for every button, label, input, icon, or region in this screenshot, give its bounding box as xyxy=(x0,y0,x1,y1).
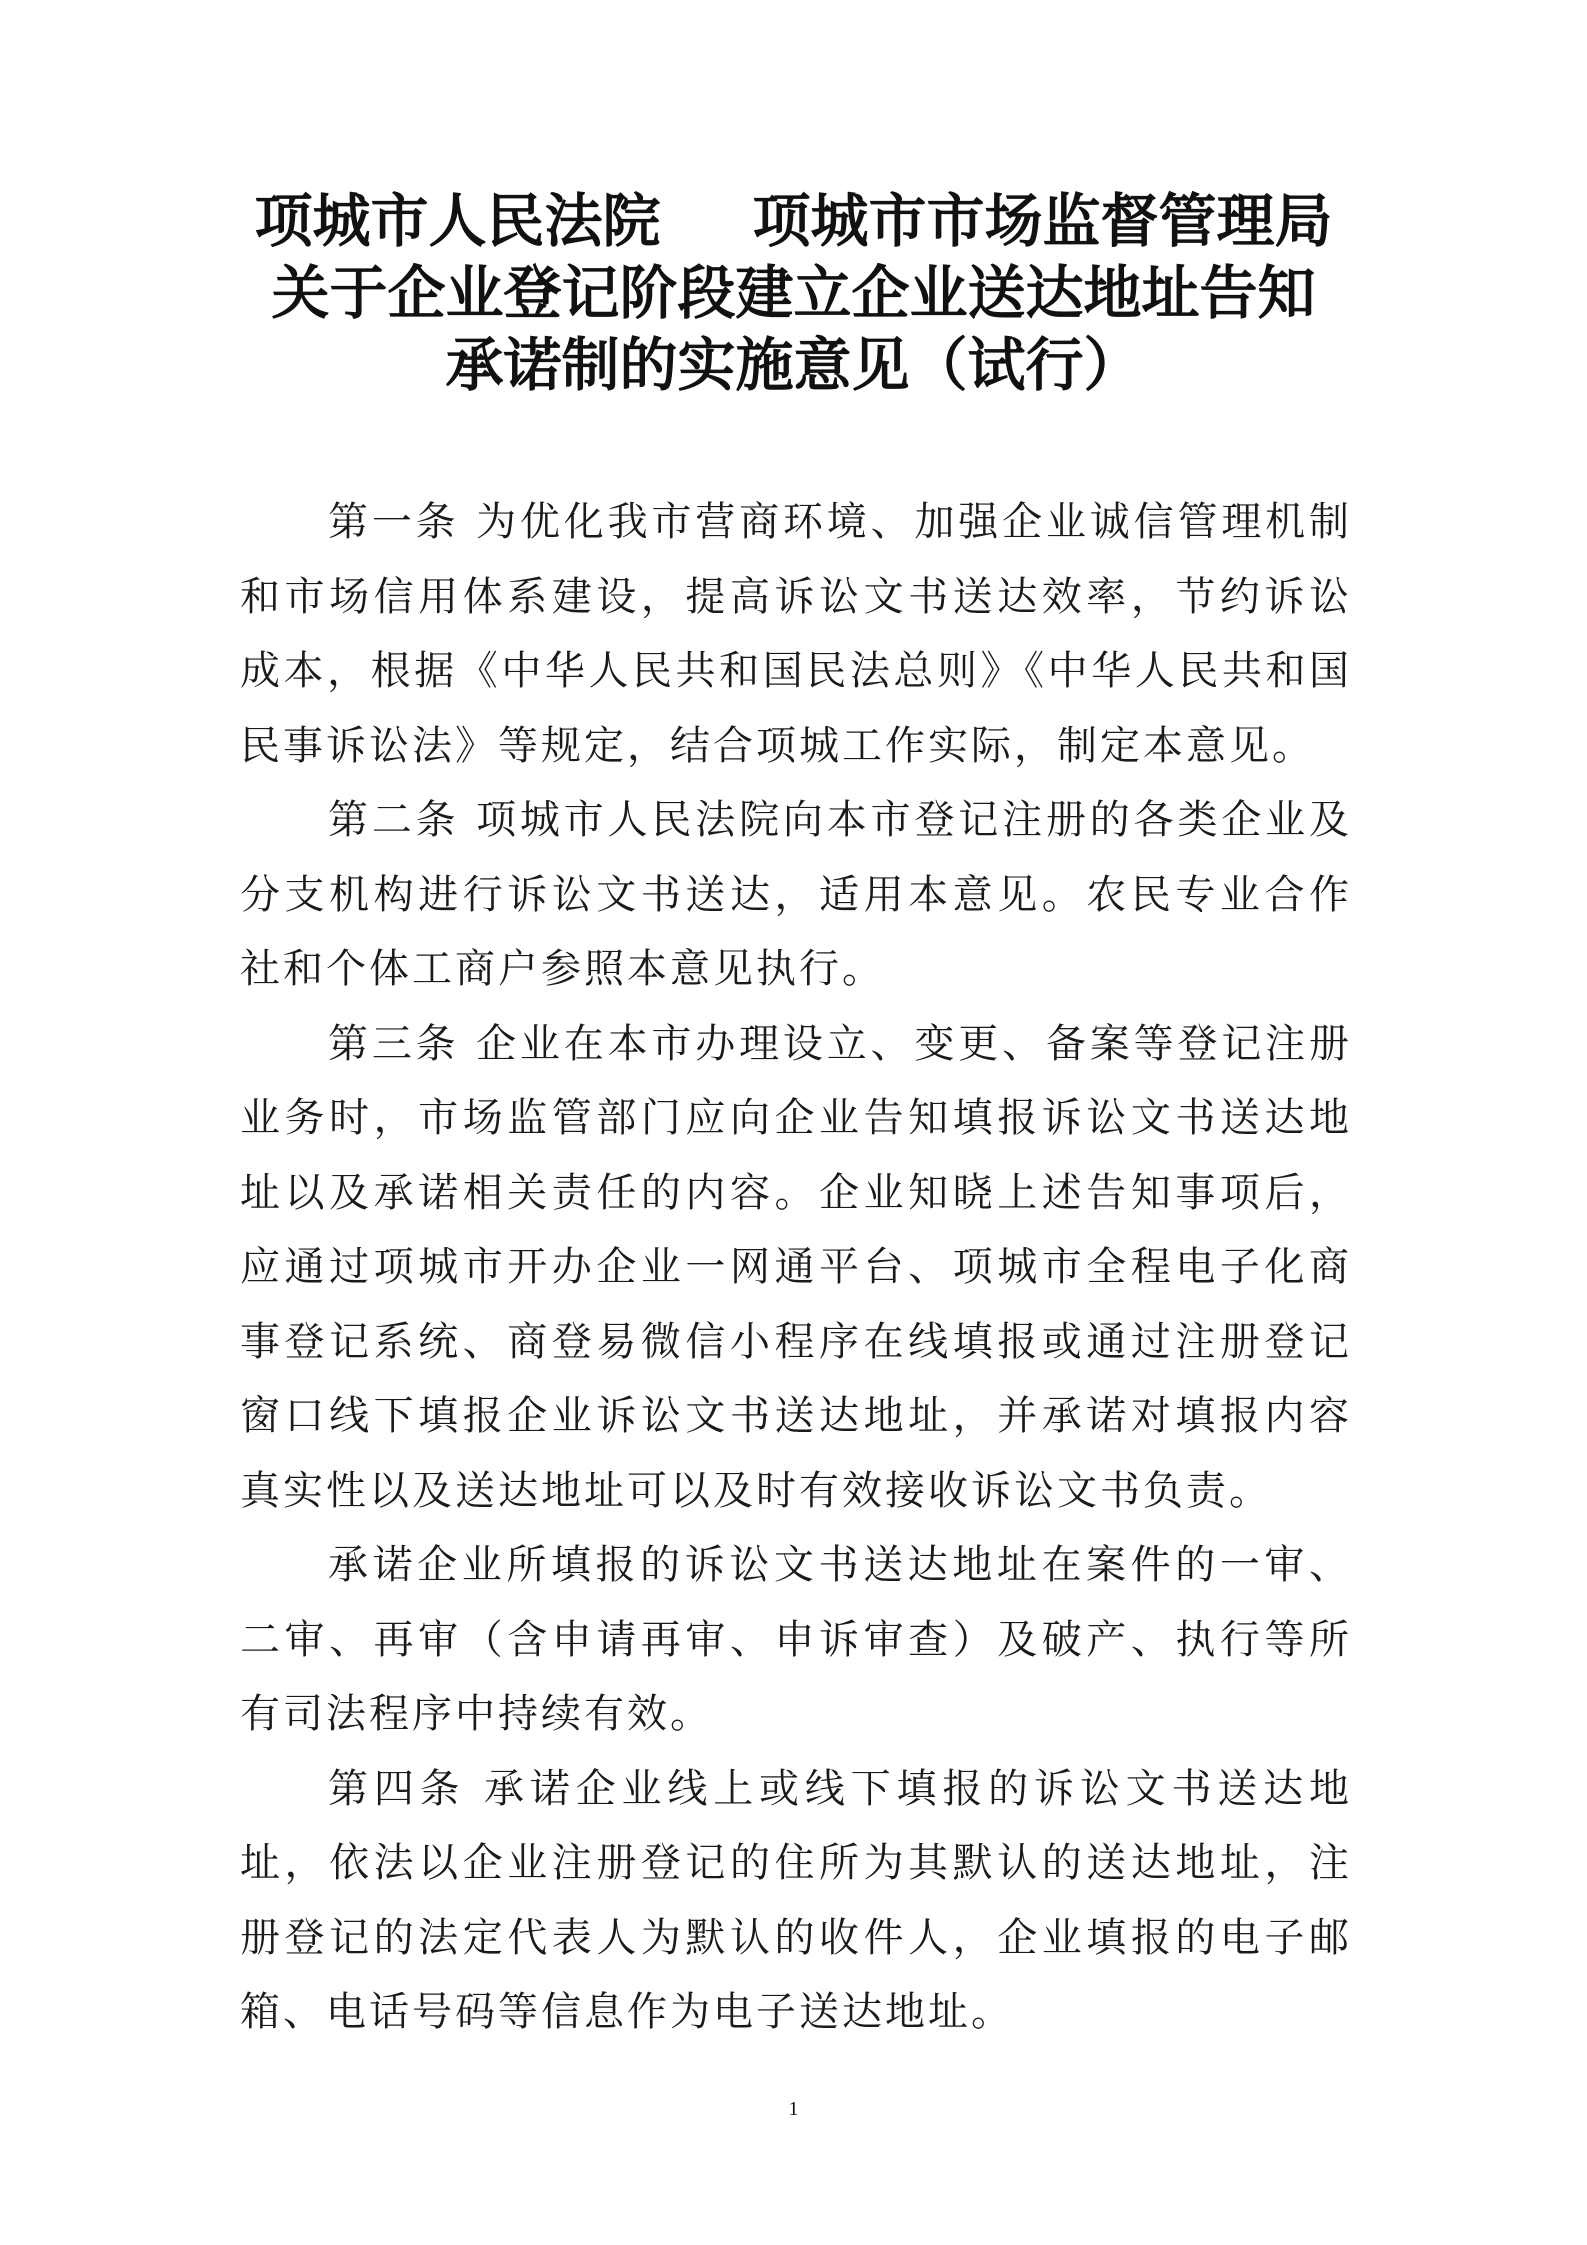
issuer-court: 项城市人民法院 xyxy=(254,187,661,255)
article-1-paragraph: 第一条 为优化我市营商环境、加强企业诚信管理机制和市场信用体系建设，提高诉讼文书送达效率，节约诉讼成本，根据《中华人民共和国民法总则》《中华人民共和国民事诉讼法》等规定，结合项城工作实际，制定本意见。 xyxy=(240,499,1352,769)
title-line-1 xyxy=(220,185,1367,257)
title-line-2: 关于企业登记阶段建立企业送达地址告知 xyxy=(271,259,1316,327)
title-line-3: 承诺制的实施意见（试行） xyxy=(445,331,1142,399)
issuer-market-bureau: 项城市市场监督管理局 xyxy=(752,187,1333,255)
article-2-paragraph: 第二条 项城市人民法院向本市登记注册的各类企业及分支机构进行诉讼文书送达，适用本意见。农民专业合作社和个体工商户参照本意见执行。 xyxy=(240,797,1352,992)
article-3-paragraph: 第三条 企业在本市办理设立、变更、备案等登记注册业务时，市场监管部门应向企业告知填报诉讼文书送达地址以及承诺相关责任的内容。企业知晓上述告知事项后，应通过项城市开办企业一网通平台、项城市全程电子化商事登记系统、商登易微信小程序在线填报或通过注册登记窗口线下填报企业诉讼文书送达地址，并承诺对填报内容真实性以及送达地址可以及时有效接收诉讼文书负责。 xyxy=(240,1020,1352,1514)
document-body xyxy=(240,485,1352,2050)
page-number: 1 xyxy=(788,2098,799,2120)
article-3-continuation-paragraph: 承诺企业所填报的诉讼文书送达地址在案件的一审、二审、再审（含申请再审、申诉审查）及破产、执行等所有司法程序中持续有效。 xyxy=(240,1542,1352,1737)
document-title xyxy=(220,185,1367,401)
article-4-paragraph: 第四条 承诺企业线上或线下填报的诉讼文书送达地址，依法以企业注册登记的住所为其默认的送达地址，注册登记的法定代表人为默认的收件人，企业填报的电子邮箱、电话号码等信息作为电子送达地址。 xyxy=(240,1765,1352,2035)
